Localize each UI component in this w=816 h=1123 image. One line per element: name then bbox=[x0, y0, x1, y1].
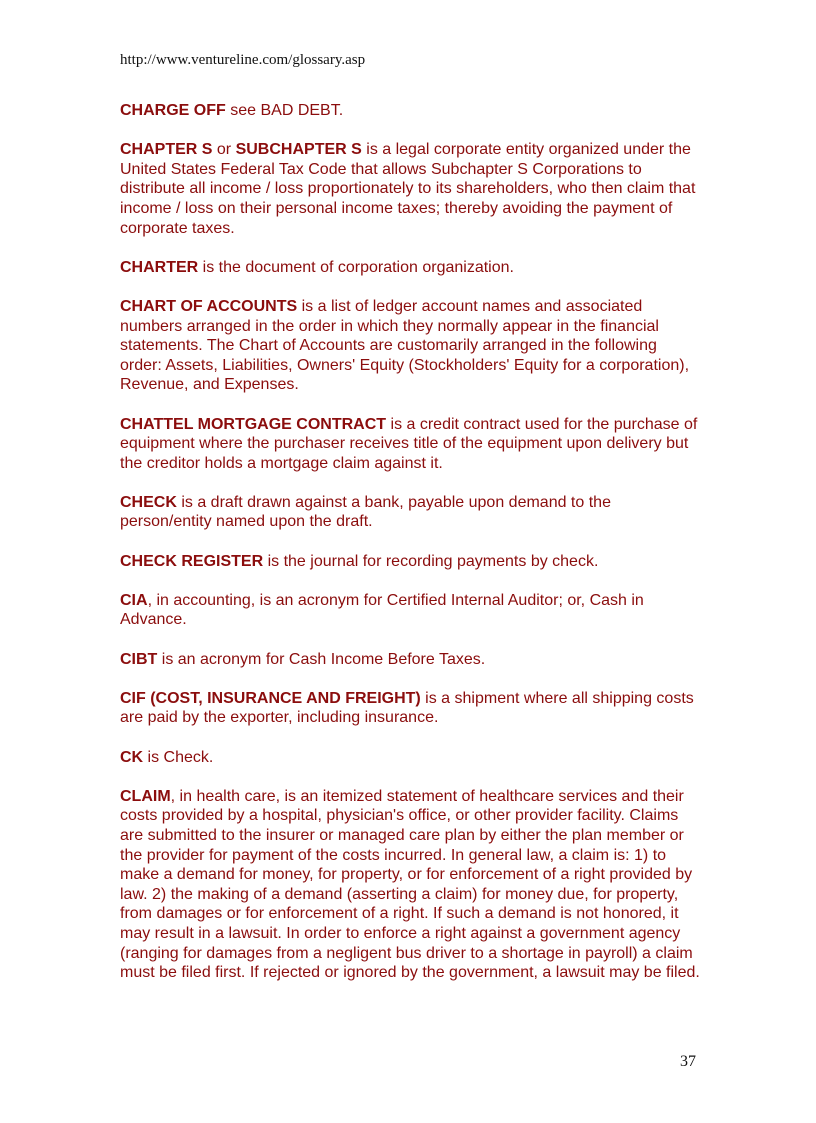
glossary-entry bbox=[120, 415, 700, 474]
glossary-entry bbox=[120, 552, 700, 572]
glossary-term: CLAIM bbox=[120, 787, 171, 805]
glossary-term: CHATTEL MORTGAGE CONTRACT bbox=[120, 415, 387, 433]
glossary-term: CHECK bbox=[120, 493, 177, 511]
glossary-definition: is a draft drawn against a bank, payable upon demand to the person/entity named upon the draft. bbox=[120, 493, 611, 531]
glossary-entry bbox=[120, 748, 700, 768]
glossary-definition: see BAD DEBT. bbox=[225, 102, 344, 119]
glossary-term: CHARTER bbox=[120, 258, 199, 276]
glossary-entry bbox=[120, 258, 700, 278]
header-url: http://www.ventureline.com/glossary.asp bbox=[120, 52, 366, 68]
glossary-entry bbox=[120, 297, 700, 395]
glossary-term: SUBCHAPTER S bbox=[235, 141, 362, 159]
glossary-definition: is the document of corporation organization. bbox=[198, 258, 514, 276]
glossary-entry bbox=[120, 650, 700, 670]
glossary-definition: is a credit contract used for the purchase of equipment where the purchaser receives title of the equipment upon delivery but the creditor holds a mortgage claim against it. bbox=[120, 415, 698, 472]
glossary-entry bbox=[120, 689, 700, 728]
glossary-definition: is the journal for recording payments by check. bbox=[263, 552, 599, 570]
glossary-term: CHECK REGISTER bbox=[120, 552, 264, 570]
glossary-term: CHARGE OFF bbox=[120, 102, 226, 119]
glossary-term: CIA bbox=[120, 591, 148, 609]
glossary-entry bbox=[120, 787, 700, 983]
glossary-definition: or bbox=[212, 141, 236, 159]
glossary-entry bbox=[120, 101, 700, 121]
glossary-definition: is Check. bbox=[143, 748, 214, 766]
glossary-entry bbox=[120, 493, 700, 532]
glossary-definition: , in accounting, is an acronym for Certified Internal Auditor; or, Cash in Advance. bbox=[120, 591, 644, 629]
glossary-term: CHART OF ACCOUNTS bbox=[120, 297, 298, 315]
page-number: 37 bbox=[680, 1053, 696, 1070]
glossary-term: CIBT bbox=[120, 650, 158, 668]
glossary-entry bbox=[120, 140, 700, 238]
glossary-definition: is a legal corporate entity organized under the United States Federal Tax Code that allows Subchapter S Corporations to distribute all income / loss proportionately to its shareholders, who then claim that income / loss on their personal income taxes; thereby avoiding the payment of corporate taxes. bbox=[120, 141, 696, 237]
glossary-definition: , in health care, is an itemized statement of healthcare services and their costs provided by a hospital, physician's office, or other provider facility. Claims are submitted to the insurer or managed care plan by either the plan member or the provider for payment of the costs incurred. In general law, a claim is: 1) to make a demand for money, for property, or for enforcement of a right provided by law. 2) the making of a demand (asserting a claim) for money due, for property, from damages or for enforcement of a right. If such a demand is not honored, it may result in a lawsuit. In order to enforce a right against a government agency (ranging for damages from a negligent bus driver to a shortage in payroll) a claim must be filed first. If rejected or ignored by the government, a lawsuit may be filed. bbox=[120, 787, 700, 982]
glossary-term: CK bbox=[120, 748, 144, 766]
glossary-content bbox=[120, 101, 700, 1002]
glossary-definition: is a shipment where all shipping costs are paid by the exporter, including insurance. bbox=[120, 689, 694, 727]
glossary-term: CIF (COST, INSURANCE AND FREIGHT) bbox=[120, 689, 421, 707]
glossary-definition: is an acronym for Cash Income Before Taxes. bbox=[157, 650, 486, 668]
glossary-definition: is a list of ledger account names and associated numbers arranged in the order in which they normally appear in the financial statements. The Chart of Accounts are customarily arranged in the following order: Assets, Liabilities, Owners' Equity (Stockholders' Equity for a corporation), Revenue, and Expenses. bbox=[120, 297, 690, 394]
glossary-term: CHAPTER S bbox=[120, 141, 213, 159]
glossary-entry bbox=[120, 591, 700, 630]
